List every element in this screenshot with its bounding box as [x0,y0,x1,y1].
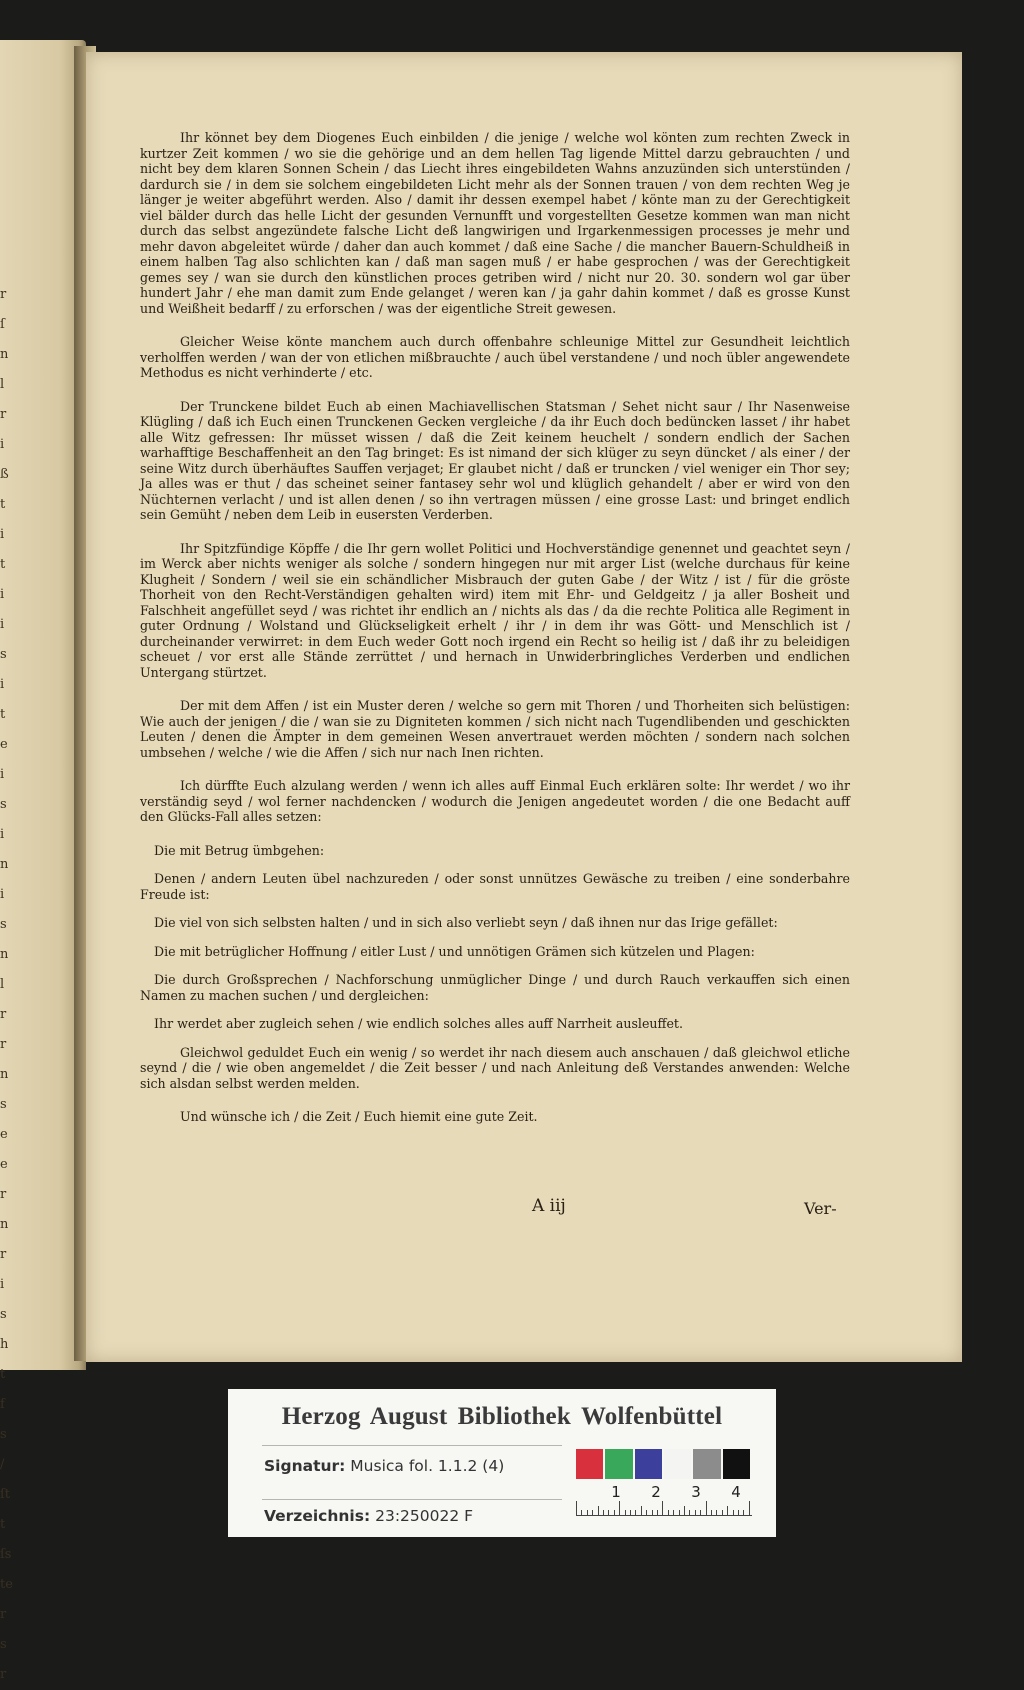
list-item: Denen / andern Leuten übel nachzureden / oder sonst unnützes Gewäsche zu treiben / eine sonderbahre Freude ist: [140,871,850,902]
margin-glyph: t [0,497,6,512]
catchword: Ver- [804,1199,837,1218]
margin-glyph: s [0,647,7,662]
library-label-card [228,1389,776,1537]
ruler-tick [646,1510,647,1515]
ruler-tick [689,1510,690,1515]
margin-glyph: i [0,677,5,692]
ruler-tick [668,1510,669,1515]
ruler-number: 2 [651,1483,661,1501]
ruler-tick [657,1510,658,1515]
margin-glyph: n [0,1217,9,1232]
margin-glyph: n [0,347,9,362]
ruler-tick [700,1510,701,1515]
previous-page-text-fragments [0,280,18,1690]
ruler-tick [727,1506,728,1515]
ruler-tick [749,1501,750,1515]
paragraph-gleichwol: Gleichwol geduldet Euch ein wenig / so werdet ihr nach diesem auch anschauen / daß gleichwol etliche seynd / die / wie oben angemeldet / die Zeit besser / und nach Anleitung deß Verstandes anwenden: Welche sich alsdan selbst werden melden. [140,1044,850,1091]
margin-glyph: i [0,617,5,632]
verzeichnis-key: Verzeichnis: [264,1507,371,1525]
margin-glyph: l [0,377,5,392]
verzeichnis-row [264,1507,473,1525]
ruler-number: 1 [611,1483,621,1501]
margin-glyph: i [0,1277,5,1292]
ruler-tick [711,1510,712,1515]
ruler-tick [716,1510,717,1515]
margin-glyph: s [0,797,7,812]
margin-glyph: r [0,1187,7,1202]
margin-glyph: e [0,737,8,752]
ruler-tick [733,1510,734,1515]
color-swatch [723,1449,750,1479]
ruler-tick [625,1510,626,1515]
margin-glyph: te [0,1577,13,1592]
paragraph-affen: Der mit dem Affen / ist ein Muster deren / welche so gern mit Thoren / und Thorheiten sich belüstigen: Wie auch der jenigen / die / wan sie zu Digniteten kommen / sich nicht nach Tugendlibenden und geschickten Leuten / denen die Ämpter in dem gemeinen Wesen anvertrauet werden möchten / sondern nach solchen umbsehen / welche / wie die Affen / sich nur nach Inen richten. [140,698,850,760]
color-swatch [605,1449,632,1479]
color-calibration-strip [576,1449,752,1479]
margin-glyph: t [0,1517,6,1532]
book-page [86,52,962,1362]
margin-glyph: / [0,1457,5,1472]
signature-mark: A iij [532,1196,566,1216]
margin-glyph: n [0,857,9,872]
margin-glyph: ß [0,467,9,482]
color-swatch [693,1449,720,1479]
ruler-number: 4 [731,1483,741,1501]
color-swatch [576,1449,603,1479]
margin-glyph: s [0,917,7,932]
margin-glyph: e [0,1127,8,1142]
ruler-tick [673,1510,674,1515]
ruler-tick [738,1510,739,1515]
ruler-tick [635,1510,636,1515]
ruler-tick [722,1510,723,1515]
margin-glyph: t [0,707,6,722]
ruler-tick [630,1510,631,1515]
list-item: Die viel von sich selbsten halten / und in sich also verliebt seyn / daß ihnen nur das Irige gefället: [154,915,778,930]
ruler-tick [684,1506,685,1515]
paragraph-trunckene: Der Trunckene bildet Euch ab einen Machiavellischen Statsman / Sehet nicht saur / Ihr Nasenweise Klügling / daß ich Euch einen Trunckenen Gecken vergleiche / da ihr Euch doch bedüncken lasset / ihr habet alle Witz gefressen: Ihr müsset wissen / daß die Zeit keinem heuchelt / sondern endlich der Sachen warhafftige Beschaffenheit an den Tag bringet: Es ist nimand der sich klüger zu seyn düncket / als einer / der seine Witz durch überhäuftes Sauffen verjaget; Er glaubet nicht / daß er truncken / viel weniger ein Thor sey; Ja alles was er thut / das scheinet seiner fantasey sehr wol und klüglich gehandelt / aber er wird von den Nüchternen verlacht / und ist allen denen / so ihn vertragen müssen / eine grosse Last: und bringet endlich sein Gemüht / neben dem Leib in eusersten Verderben. [140,398,850,522]
verzeichnis-value: 23:250022 F [375,1507,474,1525]
margin-glyph: i [0,587,5,602]
margin-glyph: r [0,1037,7,1052]
scale-ruler [576,1481,752,1516]
list-item: Ihr werdet aber zugleich sehen / wie endlich solches alles auff Narrheit ausleuffet. [154,1016,683,1031]
margin-glyph: r [0,407,7,422]
margin-glyph: r [0,1667,7,1682]
margin-glyph: s [0,1097,7,1112]
ruler-tick [608,1510,609,1515]
paragraph-diogenes: Ihr könnet bey dem Diogenes Euch einbilden / die jenige / welche wol könten zum rechten Zweck in kurtzer Zeit kommen / wo sie die gehörige und an dem hellen Tag ligende Mittel darzu gebrauchten / und nicht bey dem klaren Sonnen Schein / das Liecht ihres eingebildeten Wahns anzuzünden sich unterstünden / dardurch sie / in dem sie solchem eingebildeten Licht mehr als der Sonnen trauen / von dem rechten Weg je länger je weiter abgeführt werden. Also / damit ihr dessen exempel habet / könte man zu der Gerechtigkeit viel bälder durch das helle Licht der gesunden Vernunfft und vorgestellten Gesetze kommen wan man nicht durch das selbst angezündete falsche Licht deß langwirigen und Irgarkenmessigen processes je mehr und mehr davon abgeleitet würde / daher dan auch kommet / daß eine Sache / die mancher Bauern-Schuldheiß in einem halben Tag also schlichten kan / daß man sagen muß / er habe gesprochen / was der Gerechtigkeit gemes sey / wan sie durch den künstlichen proces getriben wird / nicht nur 20. 30. sondern wol gar über hundert Jahr / ehe man damit zum Ende gelanget / weren kan / ja gahr dahin kommet / daß es grosse Kunst und Weißheit bedarff / zu erforschen / was der eigentliche Streit gewesen. [140,130,850,316]
ruler-tick [641,1506,642,1515]
margin-glyph: e [0,1157,8,1172]
list-item: Die mit betrüglicher Hoffnung / eitler Lust / und unnötigen Grämen sich kützelen und Plagen: [154,943,755,959]
ruler-tick [592,1510,593,1515]
margin-glyph: i [0,437,5,452]
label-divider [262,1499,562,1500]
signatur-row [264,1457,504,1475]
margin-glyph: i [0,887,5,902]
margin-glyph: ſ [0,317,5,332]
margin-glyph: i [0,767,5,782]
signatur-value: Musica fol. 1.1.2 (4) [350,1457,505,1475]
margin-glyph: s [0,1307,7,1322]
margin-glyph: n [0,1067,9,1082]
page-text [140,130,850,1143]
margin-glyph: h [0,1337,9,1352]
ruler-tick [679,1510,680,1515]
ruler-tick [706,1501,707,1515]
list-item: Die mit Betrug ümbgehen: [154,842,325,858]
margin-glyph: i [0,827,5,842]
ruler-tick [598,1506,599,1515]
signatur-key: Signatur: [264,1457,346,1475]
paragraph-spitzfuendige: Ihr Spitzfündige Köpffe / die Ihr gern wollet Politici und Hochverständige genennet und geachtet seyn / im Werck aber nichts weniger als solche / sondern hingegen nur mit arger List (welche durchaus für keine Klugheit / Sondern / weil sie ein schändlicher Misbrauch der guten Gabe / der Witz / ist / für die gröste Thorheit von den Recht-Verständigen gehalten wird) item mit Ehr- und Geldgeitz / ja aller Bosheit und Falschheit angefüllet seyd / was richtet ihr endlich an / nichts als das / da die rechte Politica alle Regiment in guter Ordnung / Wolstand und Glückseligkeit erhelt / ihr / in dem ihr was Gött- und Menschlich ist / durcheinander verwirret: in dem Euch weder Gott noch irgend ein Recht so heilig ist / daß ihr zu beleidigen scheuet / vor erst alle Stände zerrüttet / und hernach in Unwiderbringliches Verderben und endlichen Untergang stürtzet. [140,540,850,680]
ruler-tick [614,1510,615,1515]
margin-glyph: r [0,1247,7,1262]
paragraph-gleicher-weise: Gleicher Weise könte manchem auch durch offenbahre schleunige Mittel zur Gesundheit leichtlich verholffen werden / wan der von etlichen mißbrauchte / auch übel verstandene / und noch übler angewendete Methodus es nicht verhinderte / etc. [140,334,850,380]
margin-glyph: t [0,1367,6,1382]
paragraph-closing-wish: Und wünsche ich / die Zeit / Euch hiemit eine gute Zeit. [180,1109,538,1124]
ruler-tick [581,1510,582,1515]
margin-glyph: t [0,557,6,572]
ruler-tick [576,1501,577,1515]
paragraph-erklaeren: Ich dürffte Euch alzulang werden / wenn ich alles auff Einmal Euch erklären solte: Ihr werdet / wo ihr verständig seyd / wol ferner nachdencken / wodurch die Jenigen angedeutet worden / die one Bedacht auff den Glücks-Fall alles setzen: [140,778,850,824]
margin-glyph: r [0,1007,7,1022]
ruler-number: 3 [691,1483,701,1501]
margin-glyph: n [0,947,9,962]
margin-glyph: s [0,1637,7,1652]
margin-glyph: ſt [0,1487,11,1502]
margin-glyph: s [0,1427,7,1442]
margin-glyph: l [0,977,5,992]
library-name: Herzog August Bibliothek Wolfenbüttel [281,1403,723,1430]
ruler-tick [603,1510,604,1515]
ruler-tick [743,1510,744,1515]
margin-glyph: f [0,1397,5,1412]
ruler-tick [587,1510,588,1515]
ruler-tick [695,1510,696,1515]
margin-glyph: i [0,527,5,542]
list-item: Die durch Großsprechen / Nachforschung unmüglicher Dinge / und durch Rauch verkauffen sich einen Namen zu machen suchen / und dergleichen: [140,972,850,1003]
margin-glyph: r [0,287,7,302]
margin-glyph: r [0,1607,7,1622]
color-swatch [635,1449,662,1479]
ruler-tick [662,1501,663,1515]
ruler-tick [652,1510,653,1515]
ruler-tick [619,1501,620,1515]
label-divider [262,1445,562,1446]
color-swatch [664,1449,691,1479]
margin-glyph: ſs [0,1547,12,1562]
